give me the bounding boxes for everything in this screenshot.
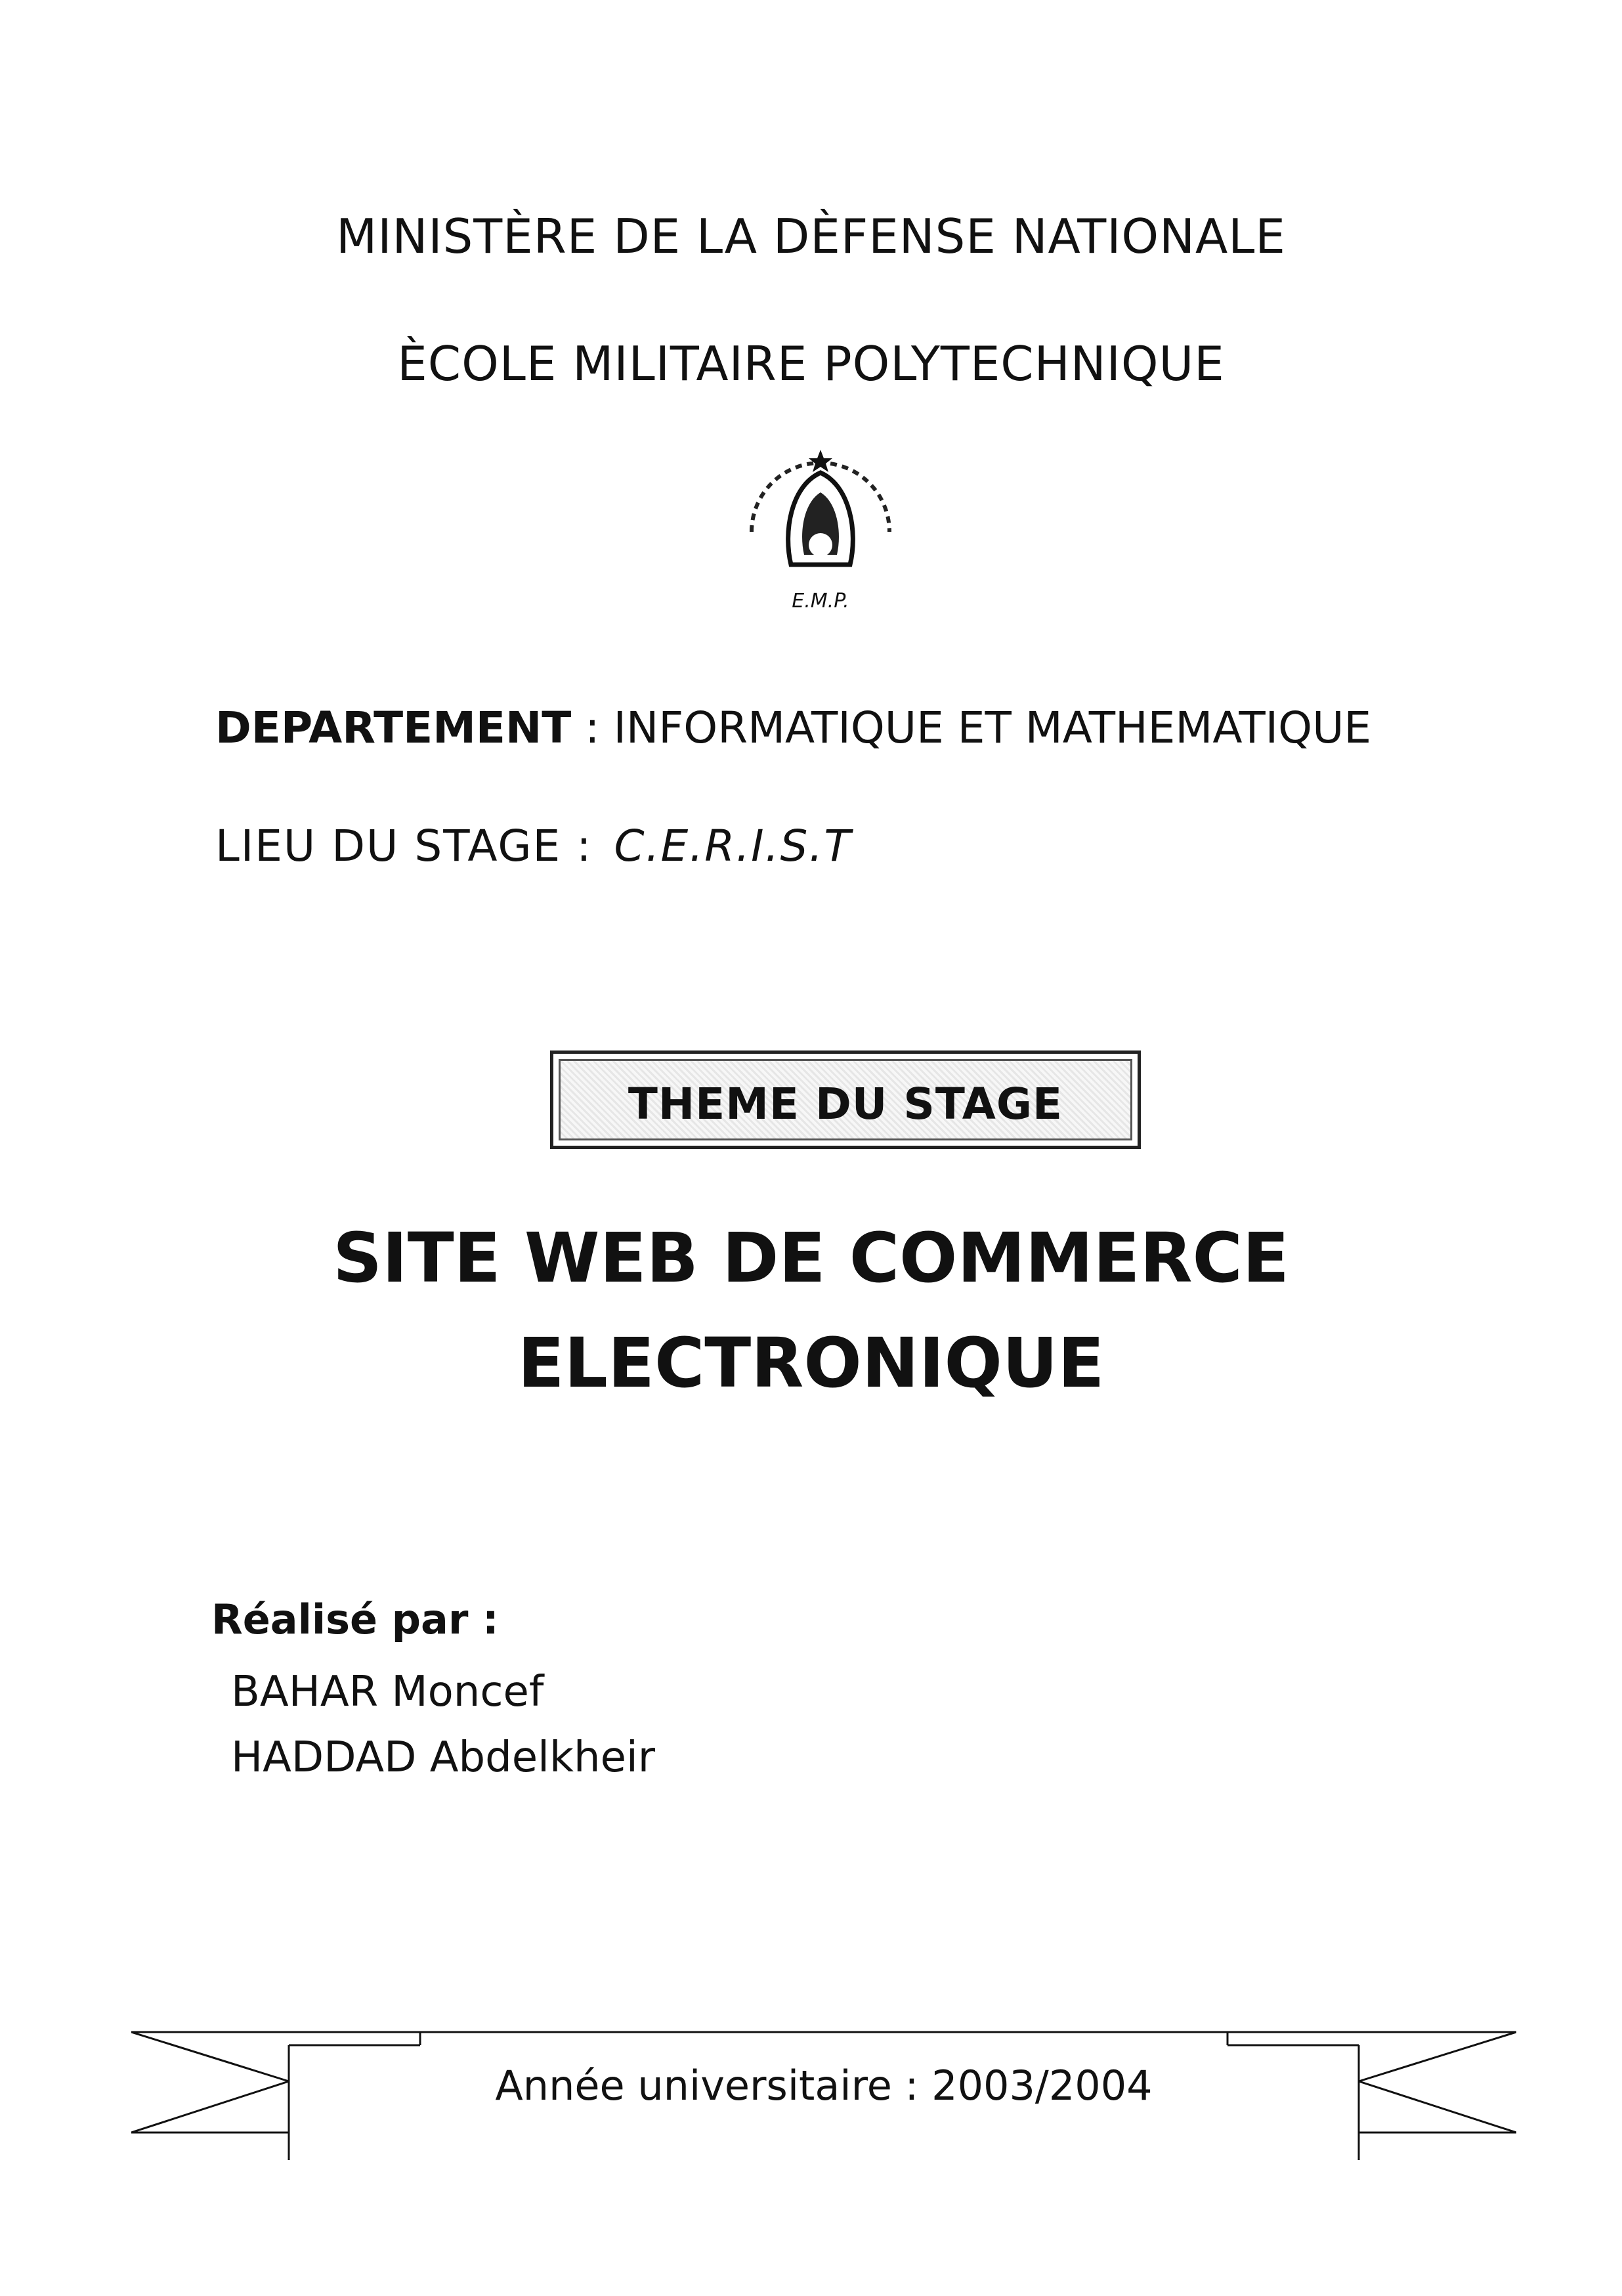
emp-emblem-icon bbox=[725, 433, 916, 630]
project-title-line1: SITE WEB DE COMMERCE bbox=[333, 1218, 1289, 1298]
author-name: HADDAD Abdelkheir bbox=[231, 1733, 656, 1782]
lieu-value: C.E.R.I.S.T bbox=[614, 821, 852, 871]
department-value: INFORMATIQUE ET MATHEMATIQUE bbox=[613, 703, 1372, 753]
department-line bbox=[215, 703, 1371, 753]
lieu-separator: : bbox=[576, 821, 593, 871]
author-name: BAHAR Moncef bbox=[231, 1668, 544, 1716]
emblem-caption: E.M.P. bbox=[792, 590, 849, 613]
lieu-line bbox=[215, 821, 852, 871]
school-heading: ÈCOLE MILITAIRE POLYTECHNIQUE bbox=[397, 336, 1225, 391]
department-label: DEPARTEMENT bbox=[215, 703, 572, 753]
project-title-line2: ELECTRONIQUE bbox=[517, 1323, 1105, 1403]
theme-label: THEME DU STAGE bbox=[628, 1079, 1063, 1129]
ministry-heading: MINISTÈRE DE LA DÈFENSE NATIONALE bbox=[336, 209, 1286, 264]
authors-label: Réalisé par : bbox=[211, 1595, 499, 1643]
academic-year: Année universitaire : 2003/2004 bbox=[495, 2062, 1153, 2110]
theme-label-box bbox=[550, 1051, 1141, 1149]
lieu-label: LIEU DU STAGE bbox=[215, 821, 562, 871]
department-separator: : bbox=[585, 703, 600, 753]
